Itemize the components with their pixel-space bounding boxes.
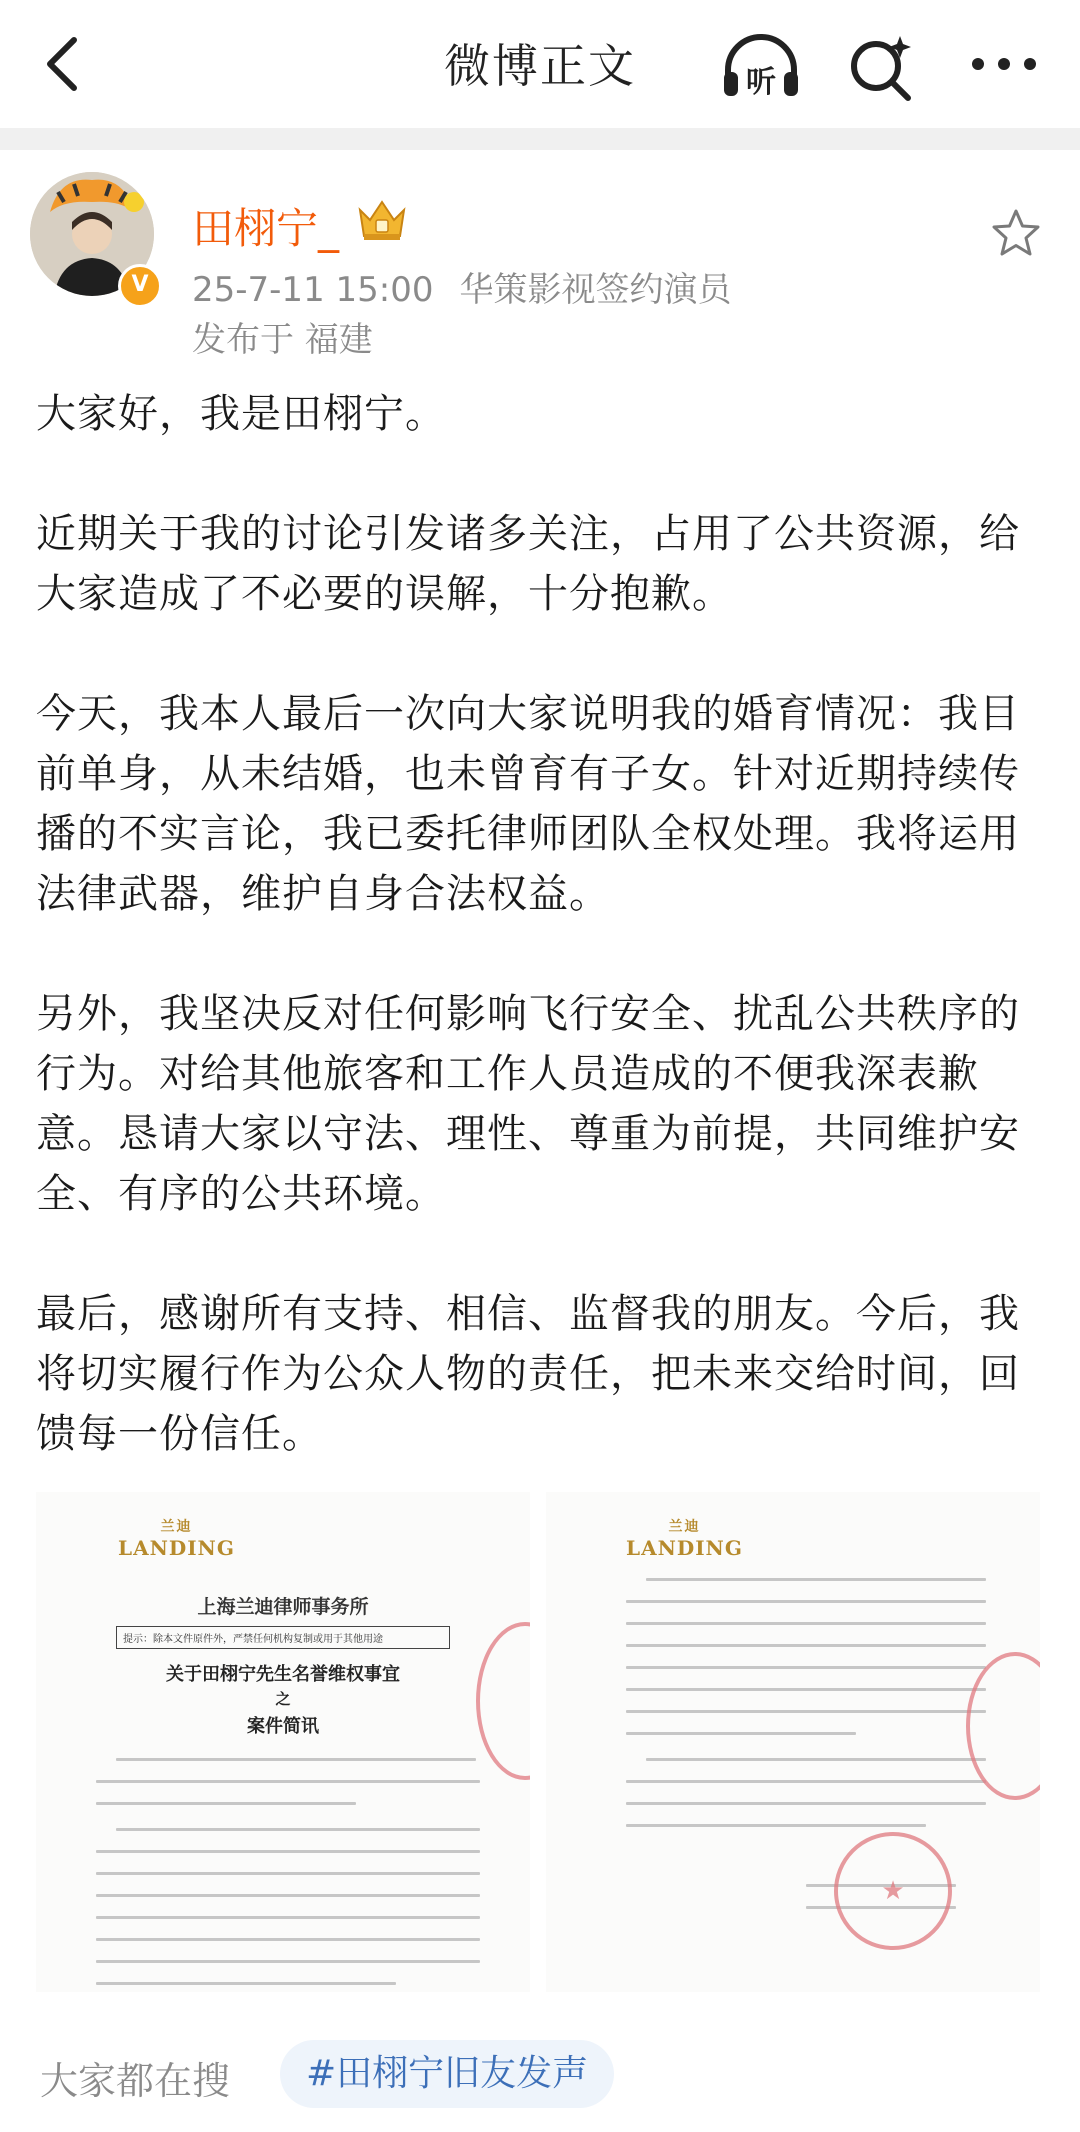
post-paragraph: 最后，感谢所有支持、相信、监督我的朋友。今后，我将切实履行作为公众人物的责任，把未来交给时间，回馈每一份信任。 — [36, 1291, 1020, 1457]
nav-divider — [0, 128, 1080, 150]
post-paragraph: 大家好，我是田栩宁。 — [36, 391, 446, 437]
headphones-icon[interactable] — [718, 30, 804, 102]
landing-logo: 兰迪 LANDING — [626, 1519, 743, 1560]
red-seal: ★ — [834, 1832, 952, 1950]
post-image-legal-notice-2[interactable] — [546, 1492, 1040, 1992]
post-paragraph: 另外，我坚决反对任何影响飞行安全、扰乱公共秩序的行为。对给其他旅客和工作人员造成的不便我深表歉意。恳请大家以守法、理性、尊重为前提，共同维护安全、有序的公共环境。 — [36, 991, 1020, 1217]
red-seal-partial — [966, 1652, 1040, 1800]
listen-label: 听 — [746, 65, 776, 100]
doc-title-line2: 之 — [275, 1690, 291, 1708]
post-source: 华策影视签约演员 — [459, 270, 732, 310]
hot-search-bar — [0, 2016, 1080, 2132]
favorite-star-icon[interactable] — [990, 208, 1042, 258]
post-image-legal-notice-1[interactable] — [36, 1492, 530, 1992]
doc-title-line1: 关于田栩宁先生名誉维权事宜 — [166, 1664, 400, 1685]
hot-search-label: 大家都在搜 — [40, 2059, 231, 2103]
post-content — [36, 384, 1046, 1464]
page-title: 微博正文 — [444, 39, 636, 93]
post-paragraph: 今天，我本人最后一次向大家说明我的婚育情况：我目前单身，从未结婚，也未曾育有子女。针对近期持续传播的不实言论，我已委托律师团队全权处理。我将运用法律武器，维护自身合法权益。 — [36, 691, 1020, 917]
post-time: 25-7-11 15:00 — [192, 270, 434, 310]
crown-badge-icon[interactable] — [356, 196, 408, 244]
hot-search-tag[interactable]: #田栩宁旧友发声 — [280, 2040, 614, 2108]
post-meta — [192, 262, 732, 311]
red-seal-partial — [476, 1622, 530, 1780]
post-paragraph: 近期关于我的讨论引发诸多关注，占用了公共资源，给大家造成了不必要的误解，十分抱歉。 — [36, 511, 1020, 617]
law-firm-name: 上海兰迪律师事务所 — [197, 1596, 369, 1618]
top-nav-bar — [0, 0, 1080, 128]
author-avatar[interactable] — [30, 172, 160, 302]
search-sparkle-icon[interactable] — [846, 32, 918, 104]
post-location: 发布于 福建 — [192, 320, 373, 360]
doc-title-line3: 案件简讯 — [247, 1716, 319, 1737]
more-dots-icon[interactable] — [964, 32, 1044, 96]
verified-badge: V — [118, 264, 162, 308]
landing-logo: 兰迪 LANDING — [118, 1519, 235, 1560]
author-name[interactable]: 田栩宁_ — [192, 204, 340, 253]
doc-notice: 提示：除本文件原件外，严禁任何机构复制或用于其他用途 — [116, 1626, 450, 1649]
